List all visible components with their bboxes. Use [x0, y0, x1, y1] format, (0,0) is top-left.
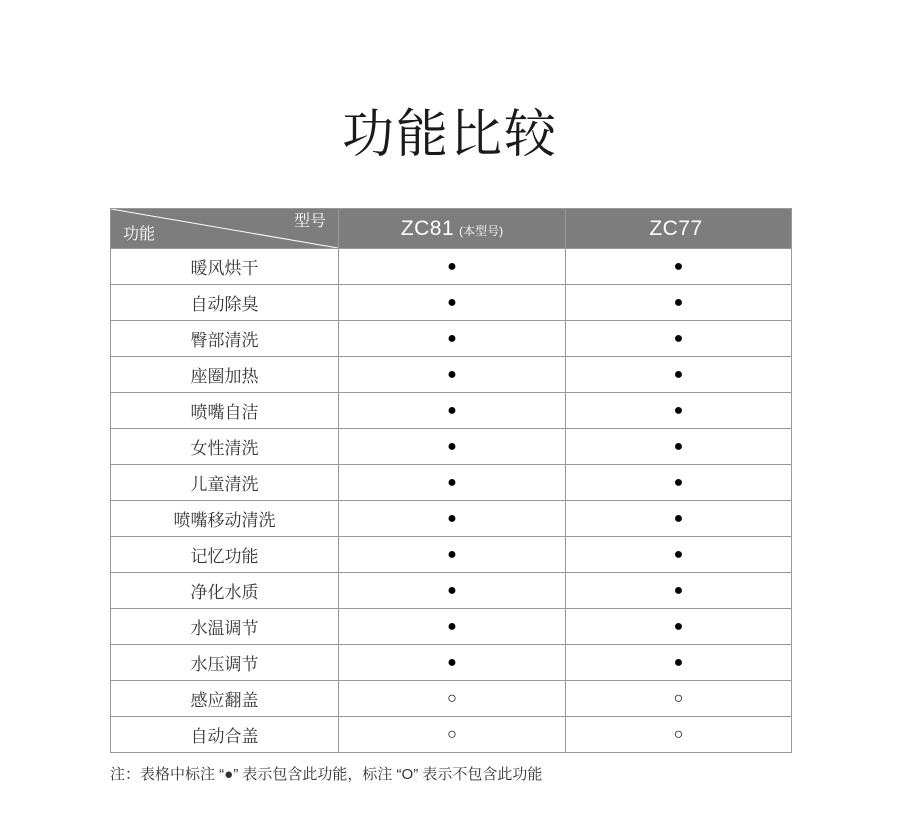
column-header-zc81: [339, 209, 566, 249]
table-row: [111, 429, 792, 465]
table-row: [111, 357, 792, 393]
header-row: [111, 209, 792, 249]
page-title: 功能比较: [341, 106, 558, 164]
table-row: [111, 609, 792, 645]
legend-note: 注：表格中标注 “●” 表示包含此功能，标注 “O” 表示不包含此功能: [110, 766, 543, 783]
zc81-value: ●: [339, 393, 566, 429]
zc77-value: ●: [566, 285, 792, 321]
zc81-value: ●: [339, 537, 566, 573]
zc77-value: ○: [566, 681, 792, 717]
feature-label: 儿童清洗: [111, 465, 339, 501]
feature-label: 臀部清洗: [111, 321, 339, 357]
zc77-value: ●: [566, 321, 792, 357]
corner-label-model: 型号: [293, 213, 326, 230]
feature-comparison-table: [110, 208, 792, 753]
zc81-value: ○: [339, 717, 566, 753]
table-row: [111, 285, 792, 321]
table-row: [111, 681, 792, 717]
feature-label: 女性清洗: [111, 429, 339, 465]
zc77-value: ●: [566, 573, 792, 609]
table-row: [111, 537, 792, 573]
feature-label: 记忆功能: [111, 537, 339, 573]
feature-label: 喷嘴移动清洗: [111, 501, 339, 537]
zc77-value: ●: [566, 609, 792, 645]
feature-label: 感应翻盖: [111, 681, 339, 717]
zc81-value: ●: [339, 573, 566, 609]
zc77-value: ●: [566, 249, 792, 285]
zc81-value: ●: [339, 285, 566, 321]
zc77-value: ●: [566, 537, 792, 573]
model-name-zc77: ZC77: [649, 216, 703, 240]
feature-label: 喷嘴自洁: [111, 393, 339, 429]
table-row: [111, 249, 792, 285]
feature-label: 水温调节: [111, 609, 339, 645]
feature-label: 自动除臭: [111, 285, 339, 321]
feature-label: 暖风烘干: [111, 249, 339, 285]
zc81-value: ●: [339, 321, 566, 357]
table-row: [111, 321, 792, 357]
feature-label: 座圈加热: [111, 357, 339, 393]
table-row: [111, 645, 792, 681]
feature-label: 自动合盖: [111, 717, 339, 753]
zc81-value: ●: [339, 357, 566, 393]
zc81-value: ●: [339, 609, 566, 645]
table-row: [111, 573, 792, 609]
table-header: [111, 209, 792, 249]
table-row: [111, 393, 792, 429]
table-row: [111, 465, 792, 501]
corner-label-feature: 功能: [123, 225, 156, 243]
zc77-value: ●: [566, 645, 792, 681]
zc77-value: ●: [566, 501, 792, 537]
column-header-zc77: [566, 209, 792, 249]
zc77-value: ●: [566, 357, 792, 393]
corner-header-cell: [111, 209, 339, 249]
model-name-zc81: ZC81: [400, 216, 455, 240]
zc81-value: ●: [339, 501, 566, 537]
table-row: [111, 501, 792, 537]
model-suffix-zc81: (本型号): [459, 223, 504, 238]
zc77-value: ○: [566, 717, 792, 753]
zc77-value: ●: [566, 465, 792, 501]
feature-label: 水压调节: [111, 645, 339, 681]
zc81-value: ○: [339, 681, 566, 717]
feature-label: 净化水质: [111, 573, 339, 609]
table-row: [111, 717, 792, 753]
zc81-value: ●: [339, 429, 566, 465]
table-body: [111, 249, 792, 753]
zc81-value: ●: [339, 645, 566, 681]
zc77-value: ●: [566, 393, 792, 429]
zc81-value: ●: [339, 465, 566, 501]
zc77-value: ●: [566, 429, 792, 465]
zc81-value: ●: [339, 249, 566, 285]
